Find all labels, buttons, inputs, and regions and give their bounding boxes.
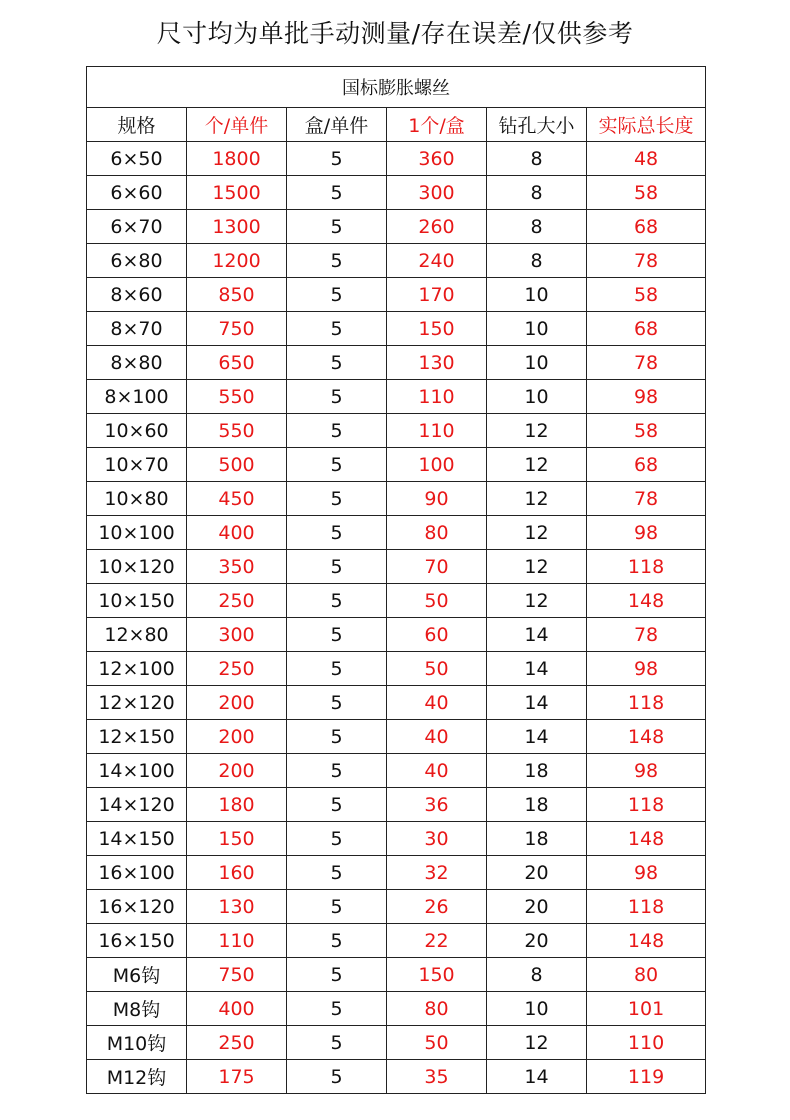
cell-pieces-per-box: 240 bbox=[387, 244, 487, 278]
cell-pieces-per-unit: 400 bbox=[187, 992, 287, 1026]
table-row bbox=[87, 822, 706, 856]
cell-pieces-per-unit: 400 bbox=[187, 516, 287, 550]
cell-total-length: 148 bbox=[587, 720, 706, 754]
cell-spec: 16×150 bbox=[87, 924, 187, 958]
cell-pieces-per-box: 150 bbox=[387, 312, 487, 346]
cell-boxes-per-unit: 5 bbox=[287, 482, 387, 516]
cell-pieces-per-unit: 1500 bbox=[187, 176, 287, 210]
column-header-total-length: 实际总长度 bbox=[587, 108, 706, 142]
table-row bbox=[87, 618, 706, 652]
cell-pieces-per-box: 130 bbox=[387, 346, 487, 380]
table-row bbox=[87, 278, 706, 312]
cell-pieces-per-unit: 200 bbox=[187, 720, 287, 754]
table-row bbox=[87, 856, 706, 890]
cell-drill-size: 20 bbox=[487, 890, 587, 924]
cell-pieces-per-box: 50 bbox=[387, 584, 487, 618]
cell-total-length: 148 bbox=[587, 924, 706, 958]
cell-pieces-per-box: 50 bbox=[387, 652, 487, 686]
cell-boxes-per-unit: 5 bbox=[287, 618, 387, 652]
cell-spec: 6×60 bbox=[87, 176, 187, 210]
cell-pieces-per-unit: 1300 bbox=[187, 210, 287, 244]
cell-boxes-per-unit: 5 bbox=[287, 210, 387, 244]
cell-boxes-per-unit: 5 bbox=[287, 278, 387, 312]
table-row bbox=[87, 516, 706, 550]
cell-total-length: 148 bbox=[587, 584, 706, 618]
table-body bbox=[87, 142, 706, 1094]
cell-pieces-per-box: 70 bbox=[387, 550, 487, 584]
cell-total-length: 101 bbox=[587, 992, 706, 1026]
cell-total-length: 48 bbox=[587, 142, 706, 176]
cell-pieces-per-unit: 200 bbox=[187, 686, 287, 720]
cell-drill-size: 18 bbox=[487, 788, 587, 822]
cell-total-length: 98 bbox=[587, 856, 706, 890]
cell-total-length: 68 bbox=[587, 210, 706, 244]
cell-spec: 12×150 bbox=[87, 720, 187, 754]
table-row bbox=[87, 720, 706, 754]
cell-drill-size: 10 bbox=[487, 992, 587, 1026]
table-row bbox=[87, 346, 706, 380]
table-row bbox=[87, 1026, 706, 1060]
cell-spec: 16×120 bbox=[87, 890, 187, 924]
cell-pieces-per-box: 360 bbox=[387, 142, 487, 176]
cell-total-length: 118 bbox=[587, 686, 706, 720]
cell-drill-size: 12 bbox=[487, 550, 587, 584]
cell-drill-size: 14 bbox=[487, 618, 587, 652]
cell-total-length: 78 bbox=[587, 244, 706, 278]
cell-total-length: 119 bbox=[587, 1060, 706, 1094]
cell-boxes-per-unit: 5 bbox=[287, 414, 387, 448]
cell-pieces-per-box: 35 bbox=[387, 1060, 487, 1094]
cell-boxes-per-unit: 5 bbox=[287, 788, 387, 822]
cell-pieces-per-box: 40 bbox=[387, 754, 487, 788]
table-row bbox=[87, 924, 706, 958]
cell-spec: 10×60 bbox=[87, 414, 187, 448]
table-row bbox=[87, 958, 706, 992]
table-row bbox=[87, 1060, 706, 1094]
cell-pieces-per-unit: 175 bbox=[187, 1060, 287, 1094]
table-row bbox=[87, 176, 706, 210]
cell-pieces-per-unit: 130 bbox=[187, 890, 287, 924]
cell-pieces-per-unit: 300 bbox=[187, 618, 287, 652]
cell-spec: 8×80 bbox=[87, 346, 187, 380]
cell-boxes-per-unit: 5 bbox=[287, 924, 387, 958]
cell-pieces-per-unit: 180 bbox=[187, 788, 287, 822]
cell-spec: 8×70 bbox=[87, 312, 187, 346]
cell-total-length: 98 bbox=[587, 754, 706, 788]
cell-spec: M6钩 bbox=[87, 958, 187, 992]
column-header-pieces-per-unit: 个/单件 bbox=[187, 108, 287, 142]
cell-pieces-per-box: 110 bbox=[387, 414, 487, 448]
cell-spec: 6×70 bbox=[87, 210, 187, 244]
cell-pieces-per-box: 300 bbox=[387, 176, 487, 210]
cell-total-length: 98 bbox=[587, 380, 706, 414]
cell-spec: 10×100 bbox=[87, 516, 187, 550]
table-row bbox=[87, 584, 706, 618]
cell-drill-size: 14 bbox=[487, 686, 587, 720]
table-row bbox=[87, 414, 706, 448]
cell-drill-size: 12 bbox=[487, 516, 587, 550]
cell-pieces-per-unit: 750 bbox=[187, 312, 287, 346]
cell-total-length: 80 bbox=[587, 958, 706, 992]
cell-boxes-per-unit: 5 bbox=[287, 822, 387, 856]
cell-pieces-per-box: 150 bbox=[387, 958, 487, 992]
cell-drill-size: 10 bbox=[487, 278, 587, 312]
cell-pieces-per-box: 60 bbox=[387, 618, 487, 652]
cell-drill-size: 10 bbox=[487, 380, 587, 414]
table-row bbox=[87, 550, 706, 584]
cell-spec: M12钩 bbox=[87, 1060, 187, 1094]
cell-spec: 10×80 bbox=[87, 482, 187, 516]
cell-boxes-per-unit: 5 bbox=[287, 176, 387, 210]
cell-pieces-per-box: 100 bbox=[387, 448, 487, 482]
cell-drill-size: 12 bbox=[487, 448, 587, 482]
cell-pieces-per-box: 40 bbox=[387, 686, 487, 720]
cell-boxes-per-unit: 5 bbox=[287, 346, 387, 380]
cell-boxes-per-unit: 5 bbox=[287, 244, 387, 278]
cell-spec: 6×80 bbox=[87, 244, 187, 278]
table-caption-row bbox=[87, 67, 706, 108]
cell-pieces-per-unit: 200 bbox=[187, 754, 287, 788]
cell-pieces-per-unit: 250 bbox=[187, 584, 287, 618]
cell-boxes-per-unit: 5 bbox=[287, 1026, 387, 1060]
cell-total-length: 98 bbox=[587, 652, 706, 686]
cell-pieces-per-unit: 1800 bbox=[187, 142, 287, 176]
cell-drill-size: 14 bbox=[487, 652, 587, 686]
cell-pieces-per-unit: 750 bbox=[187, 958, 287, 992]
cell-pieces-per-box: 170 bbox=[387, 278, 487, 312]
cell-total-length: 118 bbox=[587, 788, 706, 822]
cell-pieces-per-box: 22 bbox=[387, 924, 487, 958]
cell-spec: 12×120 bbox=[87, 686, 187, 720]
cell-boxes-per-unit: 5 bbox=[287, 1060, 387, 1094]
cell-pieces-per-unit: 250 bbox=[187, 1026, 287, 1060]
cell-pieces-per-box: 30 bbox=[387, 822, 487, 856]
table-caption: 国标膨胀螺丝 bbox=[87, 67, 706, 108]
cell-spec: 14×120 bbox=[87, 788, 187, 822]
cell-pieces-per-unit: 350 bbox=[187, 550, 287, 584]
cell-drill-size: 8 bbox=[487, 244, 587, 278]
cell-pieces-per-box: 260 bbox=[387, 210, 487, 244]
cell-drill-size: 12 bbox=[487, 414, 587, 448]
table-row bbox=[87, 652, 706, 686]
cell-pieces-per-unit: 160 bbox=[187, 856, 287, 890]
table-row bbox=[87, 754, 706, 788]
cell-pieces-per-box: 110 bbox=[387, 380, 487, 414]
table-row bbox=[87, 992, 706, 1026]
cell-total-length: 148 bbox=[587, 822, 706, 856]
cell-drill-size: 12 bbox=[487, 1026, 587, 1060]
cell-spec: 8×60 bbox=[87, 278, 187, 312]
cell-spec: M8钩 bbox=[87, 992, 187, 1026]
cell-boxes-per-unit: 5 bbox=[287, 142, 387, 176]
cell-pieces-per-unit: 500 bbox=[187, 448, 287, 482]
table-row bbox=[87, 788, 706, 822]
cell-pieces-per-unit: 550 bbox=[187, 414, 287, 448]
table-row bbox=[87, 380, 706, 414]
table-row bbox=[87, 686, 706, 720]
cell-pieces-per-box: 50 bbox=[387, 1026, 487, 1060]
cell-pieces-per-unit: 550 bbox=[187, 380, 287, 414]
column-header-boxes-per-unit: 盒/单件 bbox=[287, 108, 387, 142]
cell-pieces-per-box: 90 bbox=[387, 482, 487, 516]
cell-spec: 10×150 bbox=[87, 584, 187, 618]
cell-boxes-per-unit: 5 bbox=[287, 584, 387, 618]
cell-pieces-per-box: 80 bbox=[387, 992, 487, 1026]
table-row bbox=[87, 890, 706, 924]
page-title: 尺寸均为单批手动测量/存在误差/仅供参考 bbox=[156, 19, 634, 48]
cell-total-length: 78 bbox=[587, 482, 706, 516]
cell-pieces-per-box: 26 bbox=[387, 890, 487, 924]
cell-spec: 10×70 bbox=[87, 448, 187, 482]
cell-drill-size: 10 bbox=[487, 312, 587, 346]
cell-boxes-per-unit: 5 bbox=[287, 312, 387, 346]
table-row bbox=[87, 312, 706, 346]
cell-total-length: 58 bbox=[587, 176, 706, 210]
column-header-drill-size: 钻孔大小 bbox=[487, 108, 587, 142]
cell-pieces-per-unit: 650 bbox=[187, 346, 287, 380]
cell-total-length: 78 bbox=[587, 618, 706, 652]
cell-boxes-per-unit: 5 bbox=[287, 652, 387, 686]
cell-total-length: 98 bbox=[587, 516, 706, 550]
cell-drill-size: 14 bbox=[487, 1060, 587, 1094]
cell-pieces-per-unit: 850 bbox=[187, 278, 287, 312]
cell-spec: 16×100 bbox=[87, 856, 187, 890]
cell-drill-size: 12 bbox=[487, 482, 587, 516]
cell-drill-size: 8 bbox=[487, 176, 587, 210]
cell-pieces-per-unit: 150 bbox=[187, 822, 287, 856]
cell-drill-size: 18 bbox=[487, 822, 587, 856]
cell-drill-size: 10 bbox=[487, 346, 587, 380]
cell-total-length: 68 bbox=[587, 448, 706, 482]
cell-total-length: 58 bbox=[587, 278, 706, 312]
cell-pieces-per-unit: 250 bbox=[187, 652, 287, 686]
cell-spec: 14×150 bbox=[87, 822, 187, 856]
spec-table bbox=[86, 66, 706, 1094]
cell-boxes-per-unit: 5 bbox=[287, 448, 387, 482]
cell-boxes-per-unit: 5 bbox=[287, 992, 387, 1026]
cell-total-length: 110 bbox=[587, 1026, 706, 1060]
cell-pieces-per-box: 32 bbox=[387, 856, 487, 890]
cell-drill-size: 18 bbox=[487, 754, 587, 788]
cell-drill-size: 20 bbox=[487, 856, 587, 890]
cell-total-length: 58 bbox=[587, 414, 706, 448]
cell-boxes-per-unit: 5 bbox=[287, 856, 387, 890]
cell-boxes-per-unit: 5 bbox=[287, 720, 387, 754]
column-header-pieces-per-box: 1个/盒 bbox=[387, 108, 487, 142]
cell-spec: M10钩 bbox=[87, 1026, 187, 1060]
table-row bbox=[87, 482, 706, 516]
cell-total-length: 78 bbox=[587, 346, 706, 380]
cell-boxes-per-unit: 5 bbox=[287, 958, 387, 992]
cell-spec: 12×80 bbox=[87, 618, 187, 652]
cell-boxes-per-unit: 5 bbox=[287, 686, 387, 720]
table-row bbox=[87, 210, 706, 244]
cell-spec: 14×100 bbox=[87, 754, 187, 788]
cell-drill-size: 20 bbox=[487, 924, 587, 958]
cell-drill-size: 8 bbox=[487, 210, 587, 244]
cell-pieces-per-box: 80 bbox=[387, 516, 487, 550]
cell-pieces-per-box: 36 bbox=[387, 788, 487, 822]
cell-spec: 12×100 bbox=[87, 652, 187, 686]
cell-drill-size: 14 bbox=[487, 720, 587, 754]
cell-boxes-per-unit: 5 bbox=[287, 754, 387, 788]
cell-total-length: 68 bbox=[587, 312, 706, 346]
cell-pieces-per-box: 40 bbox=[387, 720, 487, 754]
table-row bbox=[87, 448, 706, 482]
cell-spec: 10×120 bbox=[87, 550, 187, 584]
table-row bbox=[87, 244, 706, 278]
cell-boxes-per-unit: 5 bbox=[287, 380, 387, 414]
cell-drill-size: 12 bbox=[487, 584, 587, 618]
cell-drill-size: 8 bbox=[487, 142, 587, 176]
cell-drill-size: 8 bbox=[487, 958, 587, 992]
table-row bbox=[87, 142, 706, 176]
cell-spec: 8×100 bbox=[87, 380, 187, 414]
cell-boxes-per-unit: 5 bbox=[287, 516, 387, 550]
column-header-spec: 规格 bbox=[87, 108, 187, 142]
cell-total-length: 118 bbox=[587, 890, 706, 924]
cell-total-length: 118 bbox=[587, 550, 706, 584]
cell-boxes-per-unit: 5 bbox=[287, 550, 387, 584]
cell-boxes-per-unit: 5 bbox=[287, 890, 387, 924]
cell-pieces-per-unit: 450 bbox=[187, 482, 287, 516]
cell-pieces-per-unit: 110 bbox=[187, 924, 287, 958]
table-header-row bbox=[87, 108, 706, 142]
cell-spec: 6×50 bbox=[87, 142, 187, 176]
cell-pieces-per-unit: 1200 bbox=[187, 244, 287, 278]
